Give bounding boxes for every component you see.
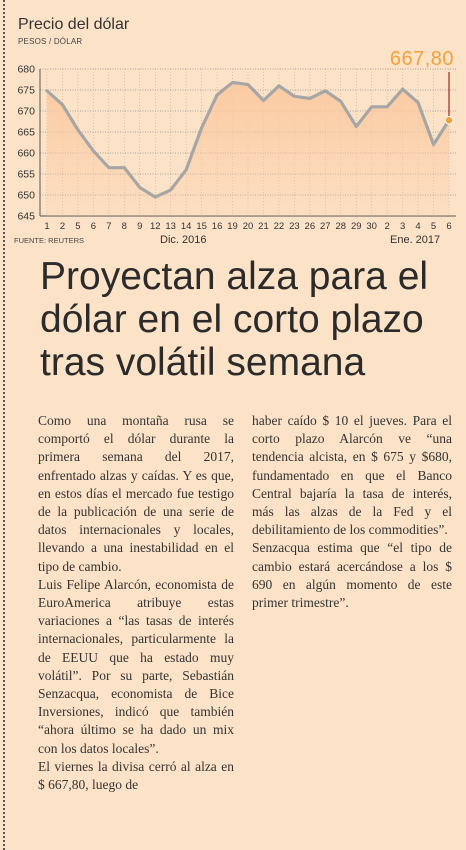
chart-source: FUENTE: REUTERS bbox=[14, 236, 85, 245]
area-fill bbox=[47, 82, 449, 216]
x-tick-label: 22 bbox=[273, 221, 285, 232]
x-tick-label: 9 bbox=[137, 221, 143, 232]
x-tick-label: 8 bbox=[121, 221, 127, 232]
x-tick-label: 13 bbox=[165, 221, 176, 232]
y-tick-label: 675 bbox=[17, 84, 35, 97]
y-tick-label: 660 bbox=[17, 147, 35, 160]
paragraph: Luis Felipe Alarcón, economista de EuroAmerica atribuye estas variaciones a “las tasas de interés internacionales, particularmente la de EEUU que ha estado muy volátil”. Por su parte, Sebastián Senzacqua, economista de Bice Inversiones, indicó que también “ahora último se ha dado un mix con los datos locales”. bbox=[38, 576, 234, 756]
paragraph: haber caído $ 10 el jueves. Para el corto plazo Alarcón ve “una tendencia alcista, en $ 675 y $680, fundamentado en que el Banco Central bajaría la tasa de interés, más las alzas de la Fed y el debilitamiento de los commodities”. bbox=[252, 413, 452, 538]
x-tick-label: 6 bbox=[90, 221, 97, 232]
x-tick-label: 5 bbox=[75, 221, 81, 232]
x-tick-label: 27 bbox=[320, 221, 331, 232]
price-chart bbox=[0, 0, 466, 250]
y-tick-label: 680 bbox=[17, 63, 35, 76]
x-tick-label: 12 bbox=[149, 221, 161, 232]
x-tick-label: 1 bbox=[44, 221, 50, 232]
article-column-left bbox=[38, 412, 234, 794]
paragraph: Como una montaña rusa se comportó el dólar durante la primera semana del 2017, enfrentado alzas y caídas. Y es que, en estos días el mercado fue testigo de la publicación de una serie de datos internacionales y locales, llevando a una inestabilidad en el tipo de cambio. bbox=[38, 413, 234, 574]
x-tick-label: 15 bbox=[196, 221, 207, 232]
paragraph: Senzacqua estima que “el tipo de cambio estará acercándose a los $ 690 en algún momento de este primer trimestre”. bbox=[252, 540, 452, 611]
x-tick-label: 26 bbox=[304, 221, 316, 232]
x-tick-label: 28 bbox=[335, 221, 347, 232]
article-column-right bbox=[252, 412, 452, 612]
x-tick-label: 3 bbox=[399, 221, 406, 232]
chart-title: Precio del dólar bbox=[18, 16, 130, 33]
x-tick-label: 29 bbox=[350, 221, 362, 232]
x-tick-label: 2 bbox=[59, 221, 66, 232]
paragraph: El viernes la divisa cerró al alza en $ 667,80, luego de bbox=[38, 758, 234, 793]
y-tick-label: 665 bbox=[17, 126, 35, 139]
x-tick-label: 30 bbox=[366, 221, 377, 232]
y-tick-label: 645 bbox=[17, 210, 35, 223]
x-tick-label: 6 bbox=[446, 221, 452, 232]
x-tick-label: 14 bbox=[180, 221, 192, 232]
x-tick-label: 23 bbox=[289, 221, 300, 232]
last-value-label: 667,80 bbox=[389, 48, 454, 70]
month-label-dec: Dic. 2016 bbox=[160, 234, 207, 246]
x-tick-label: 4 bbox=[415, 221, 421, 232]
x-tick-label: 20 bbox=[242, 221, 254, 232]
chart-unit-label: PESOS / DÓLAR bbox=[18, 37, 83, 46]
last-value-marker bbox=[445, 116, 453, 124]
y-tick-label: 650 bbox=[17, 189, 35, 202]
month-label-jan: Ene. 2017 bbox=[390, 234, 441, 246]
y-tick-label: 670 bbox=[17, 105, 35, 118]
article-headline: Proyectan alza para el dólar en el corto plazo tras volátil semana bbox=[40, 255, 429, 384]
y-tick-label: 655 bbox=[17, 168, 35, 181]
x-tick-label: 7 bbox=[106, 221, 112, 232]
x-tick-label: 5 bbox=[430, 221, 437, 232]
x-tick-label: 19 bbox=[227, 221, 238, 232]
x-tick-label: 16 bbox=[211, 221, 223, 232]
x-tick-label: 2 bbox=[384, 221, 390, 232]
x-tick-label: 21 bbox=[258, 221, 269, 232]
